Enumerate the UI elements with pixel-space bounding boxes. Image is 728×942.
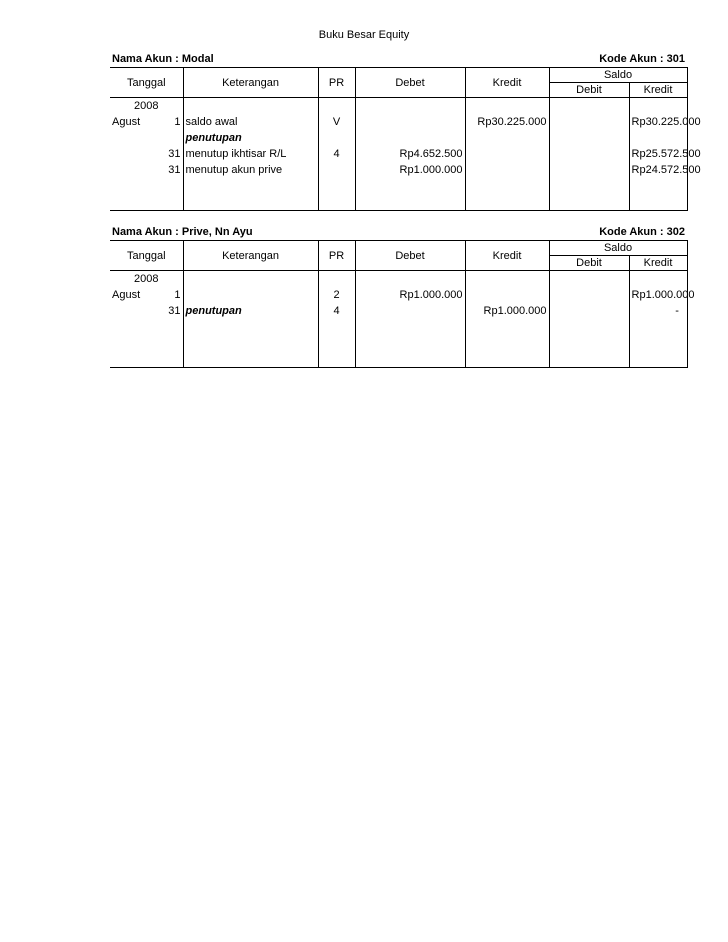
table-row bbox=[110, 303, 687, 319]
col-tanggal: Tanggal bbox=[110, 241, 183, 271]
day-cell: 1 bbox=[153, 287, 183, 303]
saldo-debit-cell bbox=[549, 162, 629, 178]
kredit-cell: Rp30.225.000 bbox=[465, 114, 549, 130]
account-name: Nama Akun : Modal bbox=[112, 53, 214, 65]
pr-cell: 4 bbox=[318, 303, 355, 319]
saldo-kredit-cell: Rp1.000.000 bbox=[629, 287, 687, 303]
col-keterangan: Keterangan bbox=[183, 68, 318, 98]
kredit-cell bbox=[465, 287, 549, 303]
pr-cell: 4 bbox=[318, 146, 355, 162]
day-cell: 31 bbox=[153, 146, 183, 162]
col-saldo-kredit: Kredit bbox=[629, 256, 687, 271]
col-debet: Debet bbox=[355, 241, 465, 271]
desc-cell bbox=[183, 287, 318, 303]
saldo-debit-cell bbox=[549, 114, 629, 130]
account-name: Nama Akun : Prive, Nn Ayu bbox=[112, 226, 253, 238]
pr-cell: 2 bbox=[318, 287, 355, 303]
day-cell bbox=[153, 130, 183, 146]
year-row bbox=[110, 98, 687, 115]
col-kredit: Kredit bbox=[465, 241, 549, 271]
col-saldo-debit: Debit bbox=[549, 83, 629, 98]
col-saldo: Saldo bbox=[549, 68, 687, 83]
table-row bbox=[110, 130, 687, 146]
table-row bbox=[110, 146, 687, 162]
ledger-header bbox=[110, 225, 687, 240]
header-row bbox=[110, 68, 687, 83]
empty-row bbox=[110, 319, 687, 335]
saldo-kredit-cell: - bbox=[629, 303, 687, 319]
ledger-table bbox=[110, 240, 695, 368]
col-pr: PR bbox=[318, 68, 355, 98]
col-saldo-debit: Debit bbox=[549, 256, 629, 271]
col-saldo: Saldo bbox=[549, 241, 687, 256]
table-row bbox=[110, 114, 687, 130]
month-cell: Agust bbox=[112, 116, 141, 128]
pr-cell bbox=[318, 162, 355, 178]
empty-row bbox=[110, 351, 687, 368]
empty-row bbox=[110, 194, 687, 211]
month-cell bbox=[110, 146, 153, 162]
debet-cell bbox=[355, 114, 465, 130]
saldo-kredit-cell bbox=[629, 130, 687, 146]
desc-cell: penutupan bbox=[183, 130, 318, 146]
debet-cell: Rp4.652.500 bbox=[355, 146, 465, 162]
kredit-cell bbox=[465, 162, 549, 178]
saldo-debit-cell bbox=[549, 130, 629, 146]
desc-cell: penutupan bbox=[183, 303, 318, 319]
year-cell: 2008 bbox=[110, 271, 183, 288]
col-kredit: Kredit bbox=[465, 68, 549, 98]
debet-cell bbox=[355, 130, 465, 146]
page-title: Buku Besar Equity bbox=[318, 29, 410, 41]
debet-cell bbox=[355, 303, 465, 319]
pr-cell: V bbox=[318, 114, 355, 130]
month-cell bbox=[110, 303, 153, 319]
kredit-cell bbox=[465, 130, 549, 146]
ledger-header bbox=[110, 52, 687, 67]
month-cell bbox=[110, 162, 153, 178]
year-row bbox=[110, 271, 687, 288]
col-keterangan: Keterangan bbox=[183, 241, 318, 271]
empty-row bbox=[110, 335, 687, 351]
kredit-cell bbox=[465, 146, 549, 162]
table-row bbox=[110, 162, 687, 178]
ledger-modal bbox=[110, 52, 701, 211]
col-pr: PR bbox=[318, 241, 355, 271]
pr-cell bbox=[318, 130, 355, 146]
table-row bbox=[110, 287, 687, 303]
col-tanggal: Tanggal bbox=[110, 68, 183, 98]
desc-cell: menutup akun prive bbox=[183, 162, 318, 178]
account-code: Kode Akun : 302 bbox=[599, 226, 685, 238]
kredit-cell: Rp1.000.000 bbox=[465, 303, 549, 319]
saldo-kredit-cell: Rp30.225.000 bbox=[629, 114, 687, 130]
day-cell: 31 bbox=[153, 162, 183, 178]
month-cell: Agust bbox=[112, 289, 141, 301]
saldo-debit-cell bbox=[549, 287, 629, 303]
desc-cell: saldo awal bbox=[183, 114, 318, 130]
saldo-kredit-cell: Rp25.572.500 bbox=[629, 146, 687, 162]
col-debet: Debet bbox=[355, 68, 465, 98]
debet-cell: Rp1.000.000 bbox=[355, 287, 465, 303]
col-saldo-kredit: Kredit bbox=[629, 83, 687, 98]
account-code: Kode Akun : 301 bbox=[599, 53, 685, 65]
day-cell: 1 bbox=[153, 114, 183, 130]
saldo-debit-cell bbox=[549, 146, 629, 162]
ledger-prive bbox=[110, 225, 695, 368]
day-cell: 31 bbox=[153, 303, 183, 319]
month-cell bbox=[110, 130, 153, 146]
header-row bbox=[110, 241, 687, 256]
desc-cell: menutup ikhtisar R/L bbox=[183, 146, 318, 162]
empty-row bbox=[110, 178, 687, 194]
saldo-debit-cell bbox=[549, 303, 629, 319]
year-cell: 2008 bbox=[110, 98, 183, 115]
debet-cell: Rp1.000.000 bbox=[355, 162, 465, 178]
saldo-kredit-cell: Rp24.572.500 bbox=[629, 162, 687, 178]
ledger-table bbox=[110, 67, 701, 211]
